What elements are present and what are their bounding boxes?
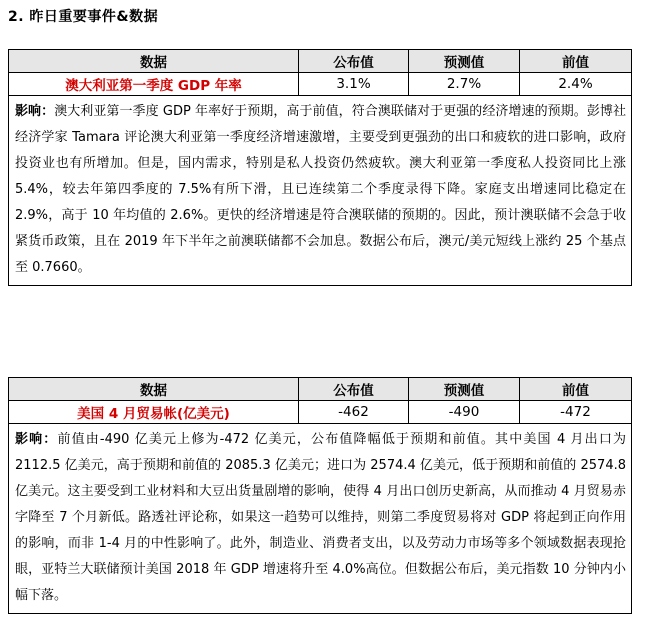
forecast-value: -490 — [409, 401, 520, 424]
header-published: 公布值 — [299, 378, 409, 401]
impact-cell — [9, 96, 632, 286]
section-title: 2. 昨日重要事件&数据 — [8, 9, 159, 25]
header-data: 数据 — [9, 50, 299, 73]
published-value: -462 — [299, 401, 409, 424]
impact-cell — [9, 424, 632, 614]
header-published: 公布值 — [299, 50, 409, 73]
impact-label: 影响： — [15, 432, 58, 447]
event-table-us-trade — [8, 377, 632, 614]
header-previous: 前值 — [520, 50, 632, 73]
event-table-aud-gdp — [8, 49, 632, 286]
forecast-value: 2.7% — [409, 73, 520, 96]
impact-text: 澳大利亚第一季度 GDP 年率好于预期，高于前值，符合澳联储对于更强的经济增速的预期。彭博社经济学家 Tamara 评论澳大利亚第一季度经济增速激增，主要受到更强劲的出口和疲软的进口影响，政府投资业也有所增加。但是，国内需求，特别是私人投资仍然疲软。澳大利亚第一季度私人投资同比上涨 5.4%，较去年第四季度的 7.5%有所下滑，且已连续第二个季度录得下降。家庭支出增速同比稳定在 2.9%，高于 10 年均值的 2.6%。更快的经济增速是符合澳联储的预期的。因此，预计澳联储不会急于收紧货币政策，且在 2019 年下半年之前澳联储都不会加息。数据公布后，澳元/美元短线上涨约 25 个基点至 0.7660。 — [15, 104, 626, 275]
published-value: 3.1% — [299, 73, 409, 96]
event-name: 美国 4 月贸易帐(亿美元) — [9, 401, 299, 424]
header-previous: 前值 — [520, 378, 632, 401]
event-name: 澳大利亚第一季度 GDP 年率 — [9, 73, 299, 96]
impact-text: 前值由-490 亿美元上修为-472 亿美元，公布值降幅低于预期和前值。其中美国 4 月出口为 2112.5 亿美元，高于预期和前值的 2085.3 亿美元；进口为 2574.4 亿美元，低于预期和前值的 2574.8 亿美元。这主要受到工业材料和大豆出货量剧增的影响，使得 4 月出口创历史新高，从而推动 4 月贸易赤字降至 7 个月新低。路透社评论称，如果这一趋势可以维持，则第二季度贸易将对 GDP 将起到正向作用的影响，而非 1-4 月的中性影响了。此外，制造业、消费者支出，以及劳动力市场等多个领域数据表现抢眼，亚特兰大联储预计美国 2018 年 GDP 增速将升至 4.0%高位。但数据公布后，美元指数 10 分钟内小幅下落。 — [15, 432, 626, 603]
header-forecast: 预测值 — [409, 50, 520, 73]
header-forecast: 预测值 — [409, 378, 520, 401]
header-data: 数据 — [9, 378, 299, 401]
previous-value: 2.4% — [520, 73, 632, 96]
impact-label: 影响： — [15, 104, 55, 119]
previous-value: -472 — [520, 401, 632, 424]
